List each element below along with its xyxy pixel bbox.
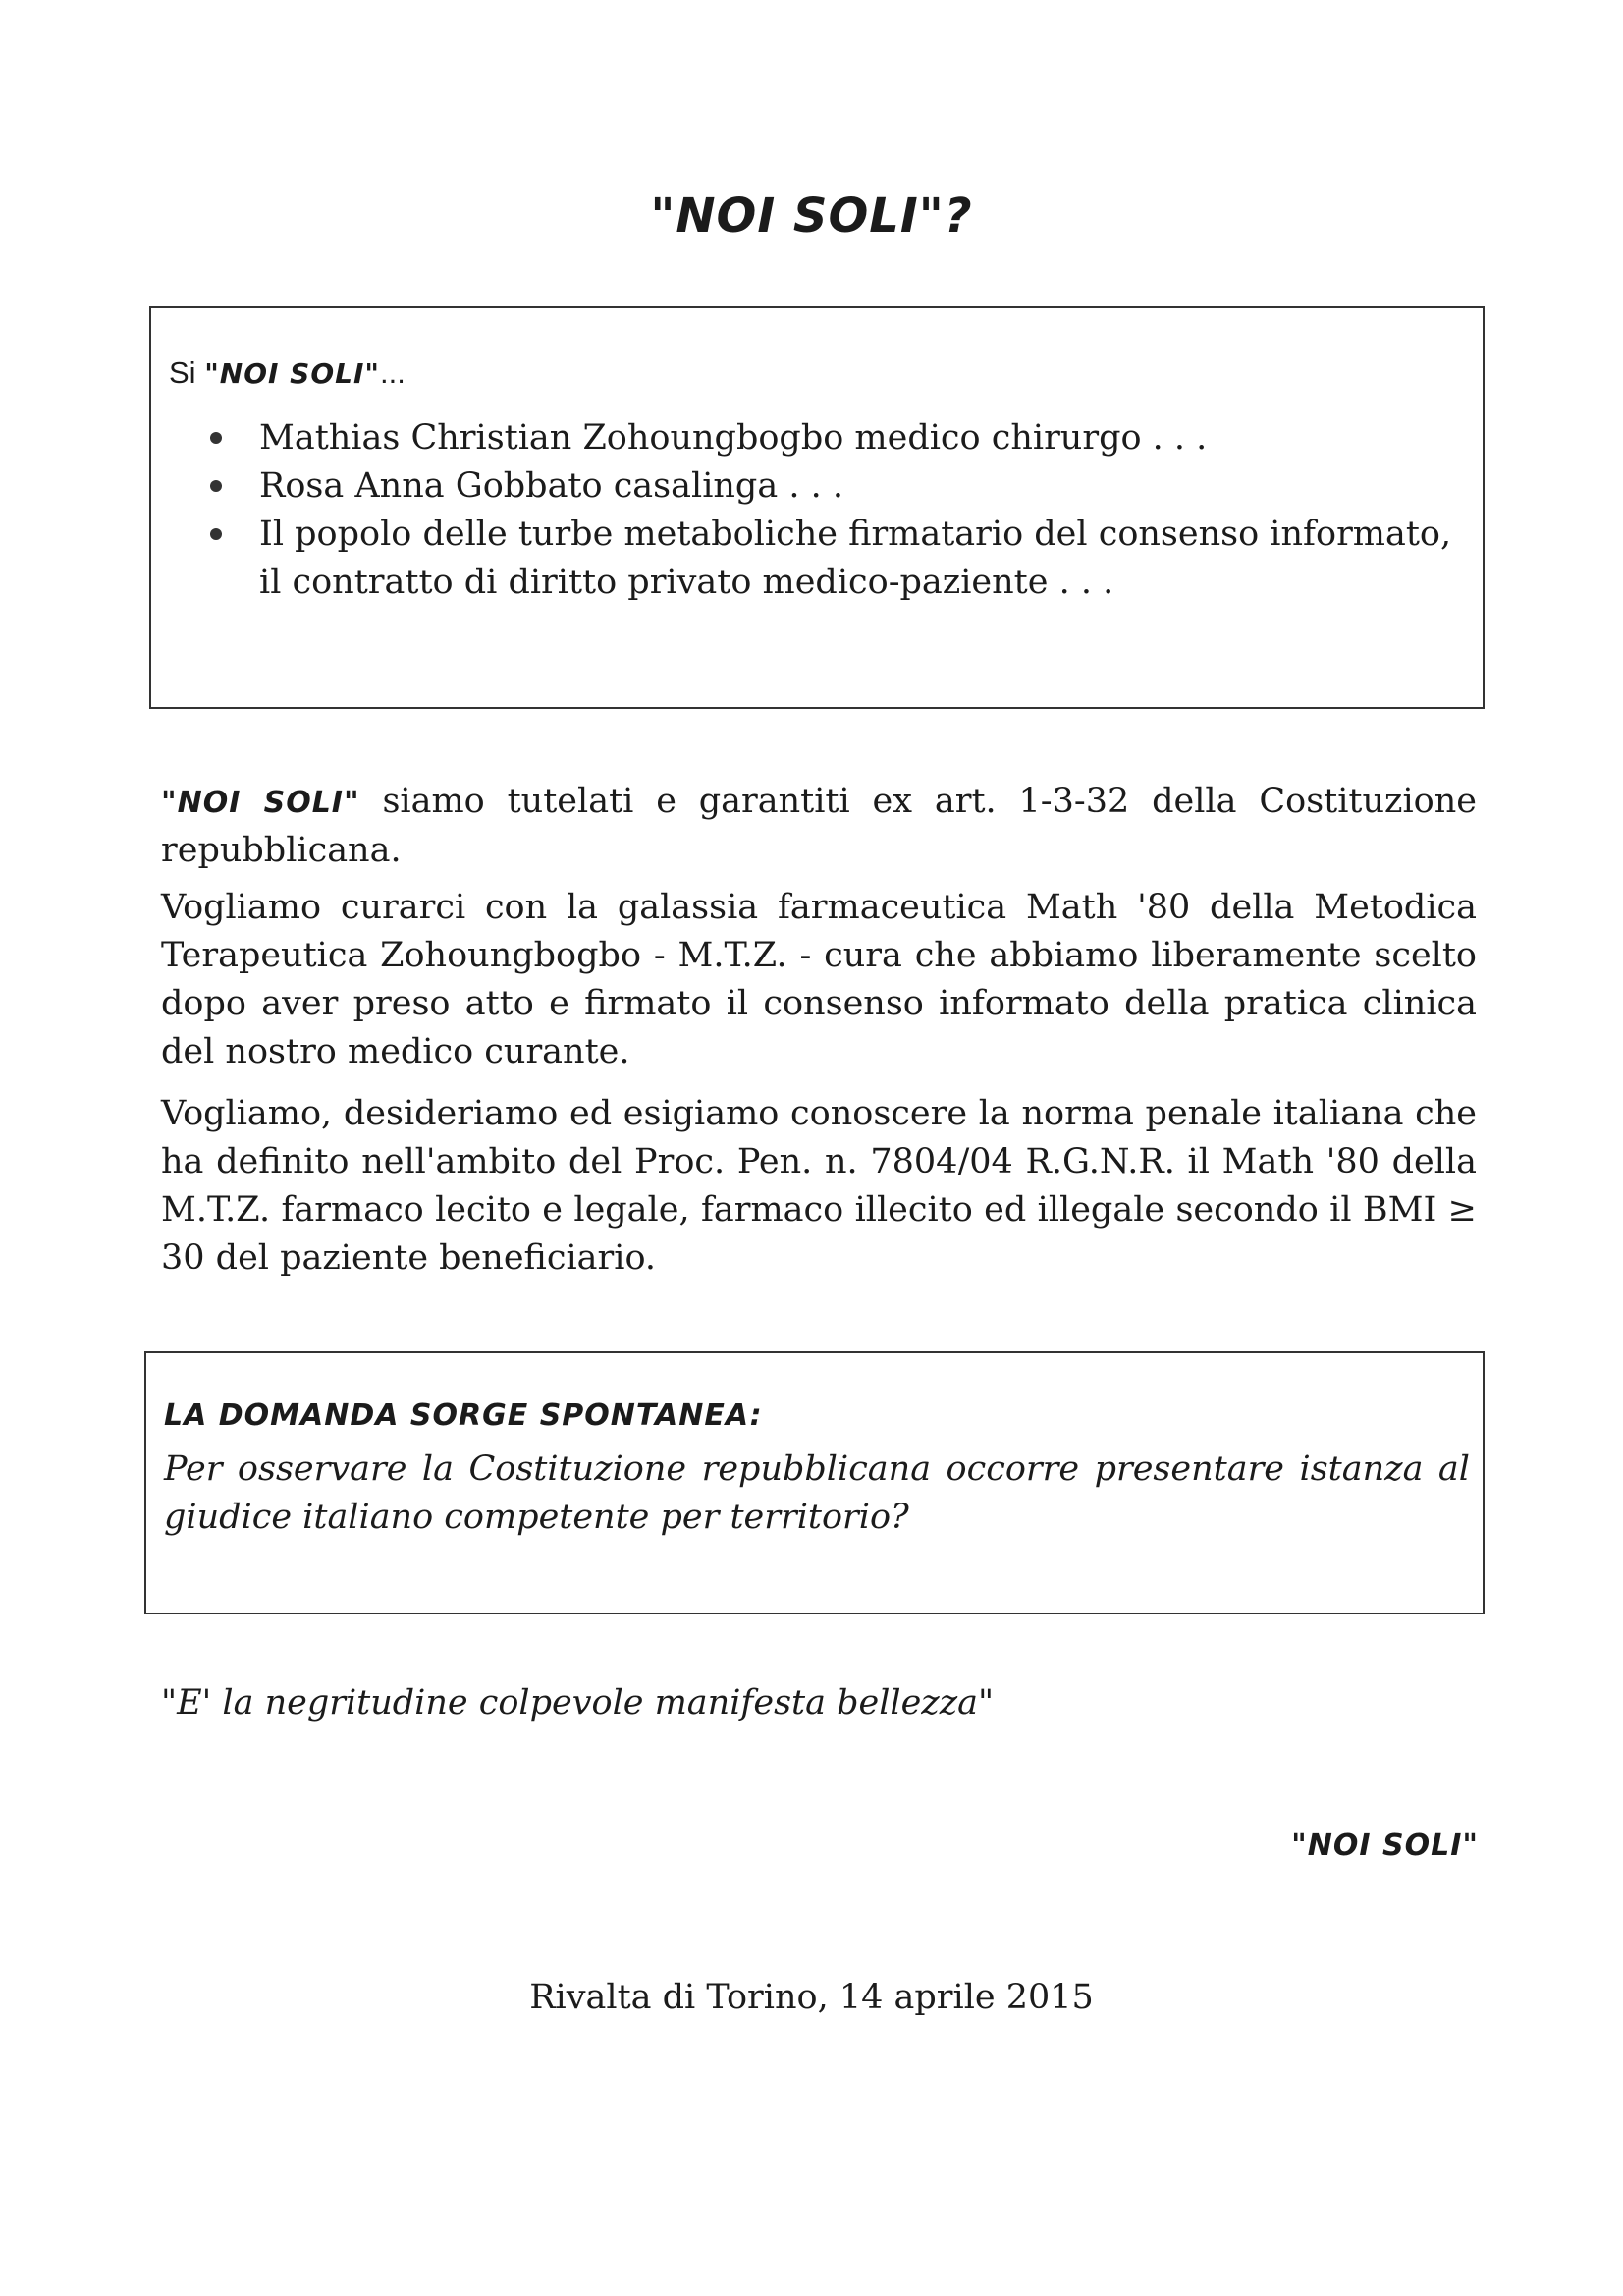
paragraph-1-text: siamo tutelati e garantiti ex art. 1-3-32 della Costituzione repubblicana. [161, 782, 1477, 870]
intro-box [149, 306, 1485, 709]
signature: "NOI SOLI" [1291, 1829, 1479, 1863]
question-heading: LA DOMANDA SORGE SPONTANEA: [164, 1398, 763, 1433]
closing-quote: "E' la negritudine colpevole manifesta bellezza" [161, 1683, 995, 1722]
paragraph-2: Vogliamo curarci con la galassia farmaceutica Math '80 della Metodica Terapeutica Zohoungbogbo - M.T.Z. - cura che abbiamo liberamente scelto dopo aver preso atto e firmato il consenso informato della pratica clinica del nostro medico curante. [161, 888, 1477, 1071]
place-date: Rivalta di Torino, 14 aprile 2015 [529, 1978, 1094, 2017]
question-body: Per osservare la Costituzione repubblicana occorre presentare istanza al giudice italiano competente per territorio? [164, 1449, 1470, 1537]
paragraph-1-emphasis: "NOI SOLI" [161, 786, 360, 820]
intro-line [169, 354, 406, 394]
paragraph-3: Vogliamo, desideriamo ed esigiamo conoscere la norma penale italiana che ha definito nell'ambito del Proc. Pen. n. 7804/04 R.G.N.R. il Math '80 della M.T.Z. farmaco lecito e legale, farmaco illecito ed illegale secondo il BMI ≥ 30 del paziente beneficiario. [161, 1094, 1477, 1278]
page-title: "NOI SOLI"? [650, 189, 973, 244]
intro-suffix: ... [380, 355, 406, 390]
list-item: Rosa Anna Gobbato casalinga . . . [196, 463, 1473, 511]
list-item: Mathias Christian Zohoungbogbo medico chirurgo . . . [196, 414, 1473, 463]
question-box [144, 1351, 1485, 1614]
intro-prefix: Si [169, 355, 205, 390]
signatories-list [196, 414, 1473, 607]
list-item: Il popolo delle turbe metaboliche firmatario del consenso informato, il contratto di diritto privato medico-paziente . . . [196, 511, 1473, 607]
paragraph-1 [161, 778, 1477, 875]
intro-emphasis: "NOI SOLI" [204, 357, 380, 390]
